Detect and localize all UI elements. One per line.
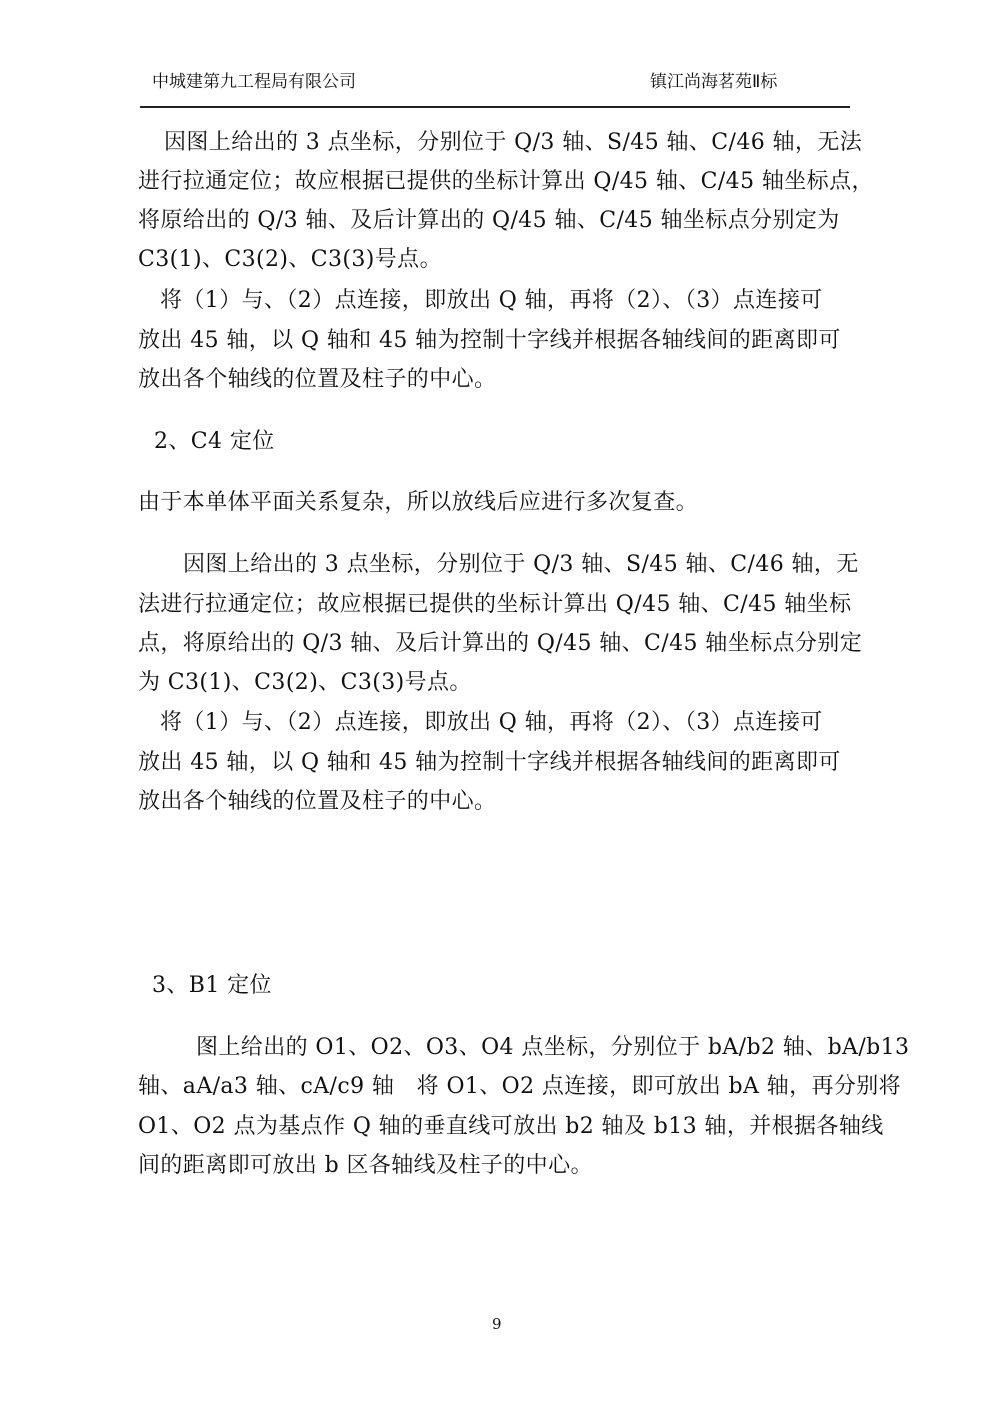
- paragraph-line: 将（1）与、（2）点连接，即放出 Q 轴，再将（2）、（3）点连接可: [160, 288, 823, 313]
- paragraph-line: 由于本单体平面关系复杂，所以放线后应进行多次复查。: [138, 490, 699, 515]
- paragraph-line: 放出 45 轴，以 Q 轴和 45 轴为控制十字线并根据各轴线间的距离即可: [138, 328, 841, 353]
- paragraph-line: 图上给出的 O1、O2、O3、O4 点坐标，分别位于 bA/b2 轴、bA/b13: [196, 1035, 910, 1060]
- paragraph-line: 间的距离即可放出 b 区各轴线及柱子的中心。: [138, 1153, 593, 1178]
- paragraph-line: 因图上给出的 3 点坐标，分别位于 Q/3 轴、S/45 轴、C/46 轴，无法: [164, 130, 863, 155]
- paragraph-line: 进行拉通定位；故应根据已提供的坐标计算出 Q/45 轴、C/45 轴坐标点，: [138, 169, 874, 194]
- header-company: 中城建第九工程局有限公司: [152, 72, 356, 92]
- header-project: 镇江尚海茗苑Ⅱ标: [650, 72, 778, 92]
- paragraph-line: 法进行拉通定位；故应根据已提供的坐标计算出 Q/45 轴、C/45 轴坐标: [138, 592, 852, 617]
- page-number: 9: [492, 1315, 502, 1333]
- paragraph-line: 轴、aA/a3 轴、cA/c9 轴 将 O1、O2 点连接，即可放出 bA 轴，再分别将: [138, 1074, 902, 1099]
- paragraph-line: O1、O2 点为基点作 Q 轴的垂直线可放出 b2 轴及 b13 轴，并根据各轴线: [138, 1114, 884, 1139]
- paragraph-line: 因图上给出的 3 点坐标，分别位于 Q/3 轴、S/45 轴、C/46 轴，无: [183, 552, 859, 577]
- section-heading-c4: 2、C4 定位: [154, 429, 275, 454]
- paragraph-line: C3(1)、C3(2)、C3(3)号点。: [138, 247, 442, 272]
- header-divider: [140, 106, 850, 108]
- paragraph-line: 放出各个轴线的位置及柱子的中心。: [138, 789, 497, 814]
- paragraph-line: 将（1）与、（2）点连接，即放出 Q 轴，再将（2）、（3）点连接可: [160, 710, 823, 735]
- paragraph-line: 放出 45 轴，以 Q 轴和 45 轴为控制十字线并根据各轴线间的距离即可: [138, 750, 841, 775]
- section-heading-b1: 3、B1 定位: [152, 973, 272, 998]
- paragraph-line: 将原给出的 Q/3 轴、及后计算出的 Q/45 轴、C/45 轴坐标点分别定为: [138, 208, 840, 233]
- paragraph-line: 放出各个轴线的位置及柱子的中心。: [138, 367, 497, 392]
- paragraph-line: 为 C3(1)、C3(2)、C3(3)号点。: [138, 670, 472, 695]
- paragraph-line: 点，将原给出的 Q/3 轴、及后计算出的 Q/45 轴、C/45 轴坐标点分别定: [138, 631, 863, 656]
